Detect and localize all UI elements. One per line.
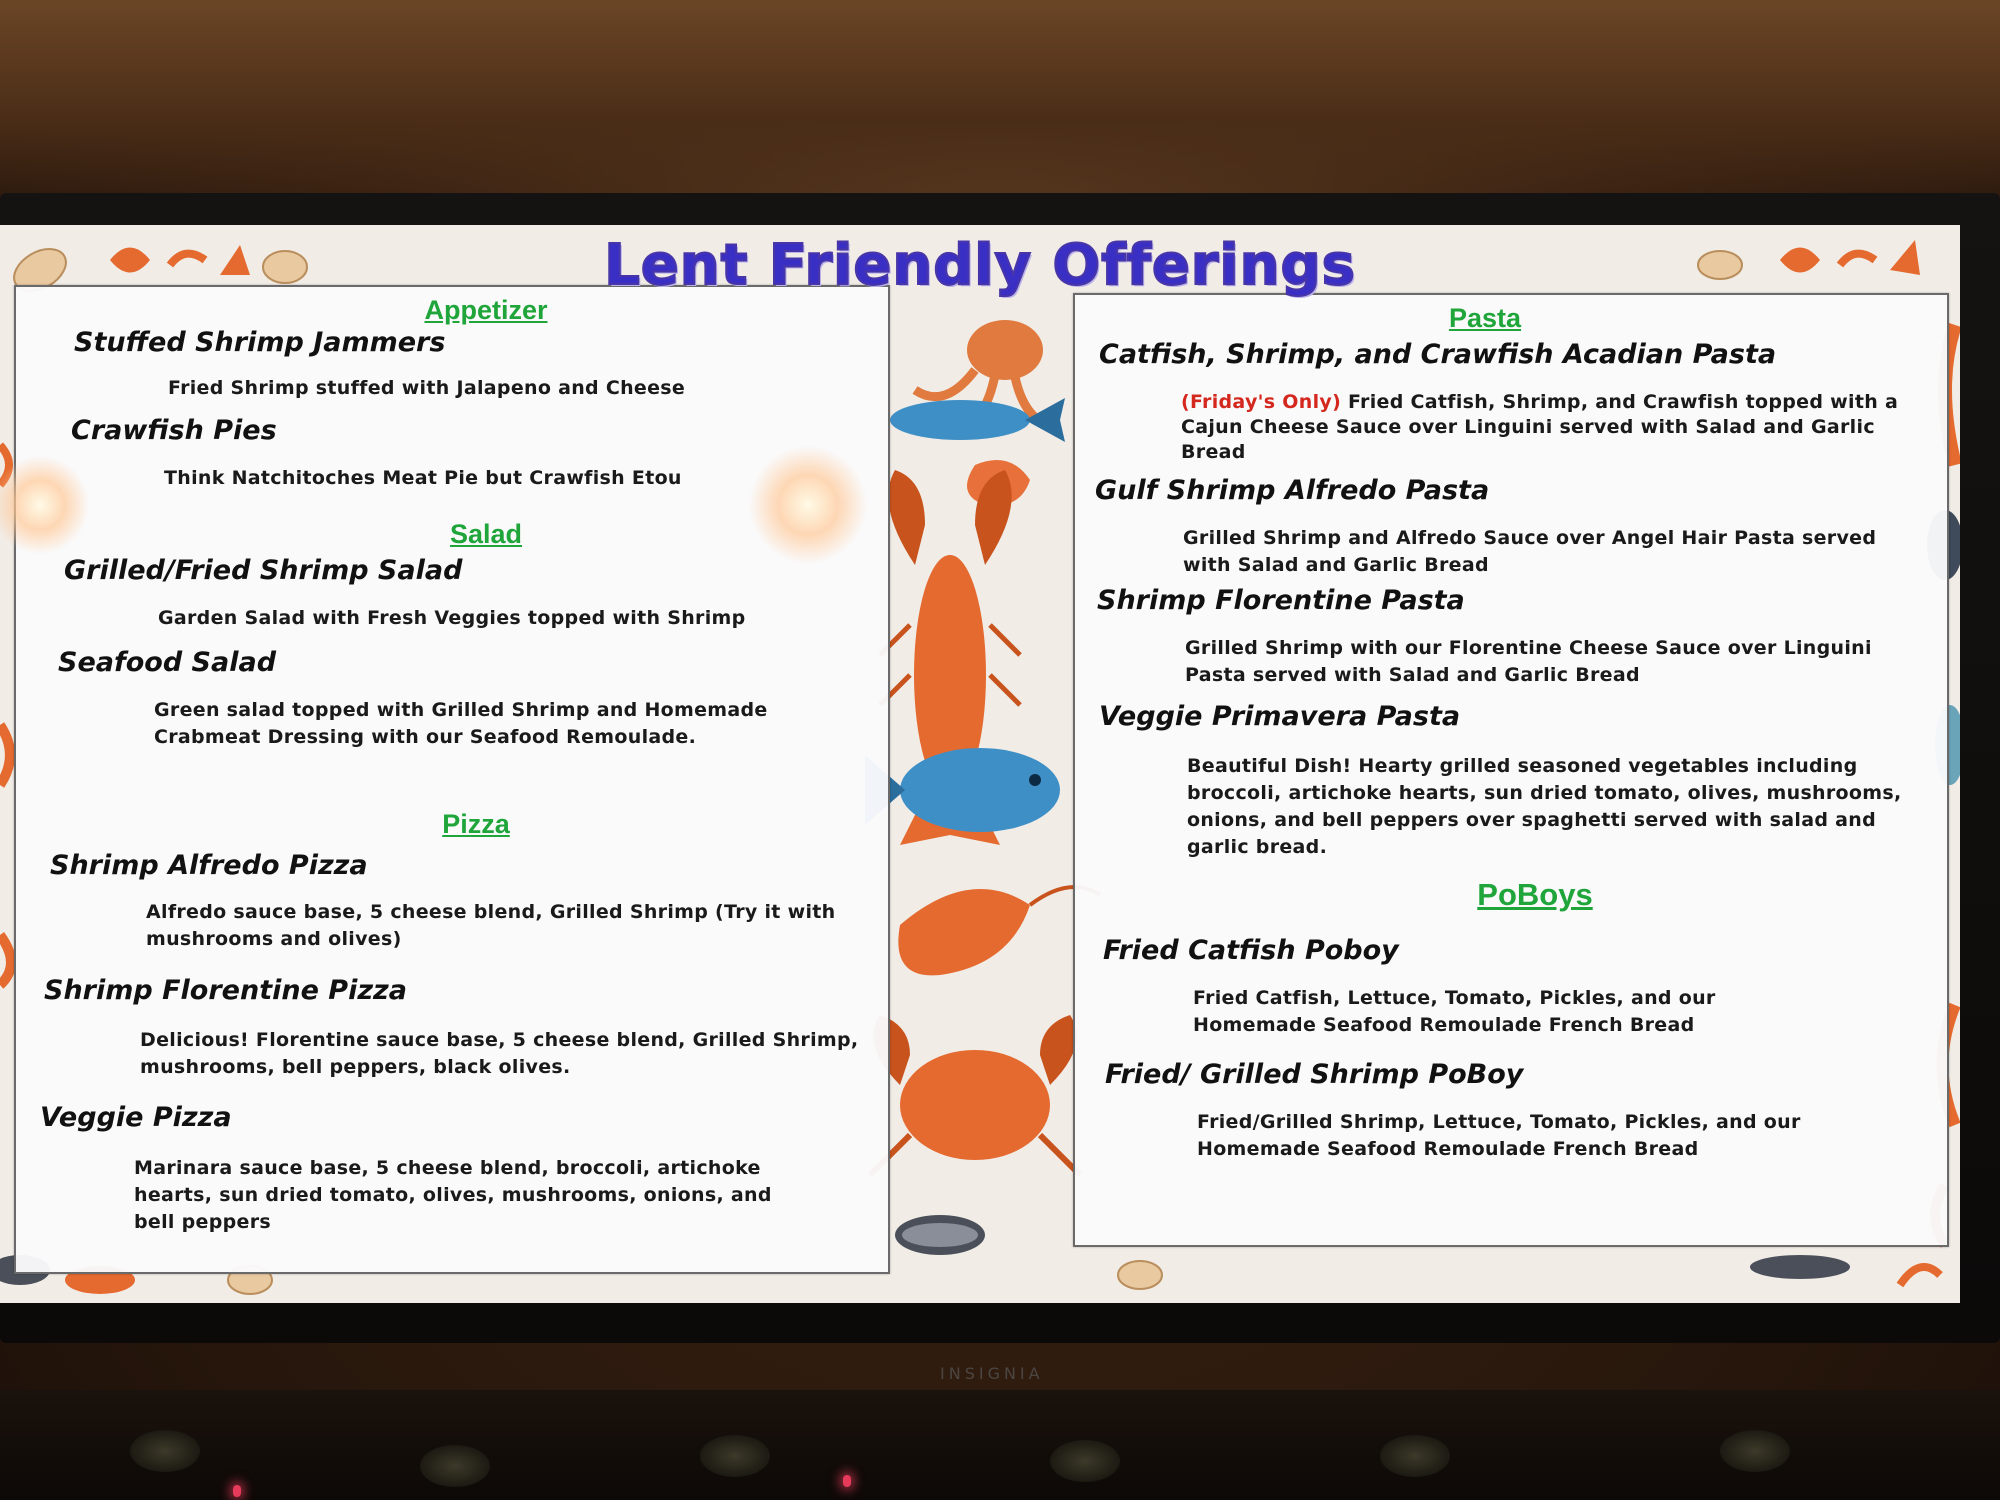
item-name-fried-catfish-poboy: Fried Catfish Poboy xyxy=(1103,935,1399,966)
garland-pine xyxy=(1720,1430,1790,1472)
item-name-gulf-shrimp-alfredo-pasta: Gulf Shrimp Alfredo Pasta xyxy=(1095,475,1490,506)
section-heading-appetizer: Appetizer xyxy=(424,295,548,325)
item-name-veggie-pizza: Veggie Pizza xyxy=(40,1102,232,1133)
item-desc-stuffed-shrimp-jammers: Fried Shrimp stuffed with Jalapeno and Cheese xyxy=(168,377,686,399)
section-heading-pasta: Pasta xyxy=(1448,303,1522,333)
top-right-shells xyxy=(1698,240,1920,279)
section-heading-poboys: PoBoys xyxy=(1477,877,1593,912)
item-desc-fried-catfish-poboy: Fried Catfish, Lettuce, Tomato, Pickles, and our Homemade Seafood Remoulade French Bread xyxy=(1193,987,1716,1036)
item-desc-veggie-primavera-pasta: Beautiful Dish! Hearty grilled seasoned vegetables including broccoli, artichoke hearts, sun dried tomato, olives, mushrooms, onions, and bell peppers over spaghetti served with salad and garlic bread. xyxy=(1187,755,1902,858)
item-name-acadian-pasta: Catfish, Shrimp, and Crawfish Acadian Pasta xyxy=(1099,339,1777,370)
item-desc-gulf-shrimp-alfredo-pasta: Grilled Shrimp and Alfredo Sauce over Angel Hair Pasta served with Salad and Garlic Bread xyxy=(1183,527,1877,576)
item-desc-veggie-pizza: Marinara sauce base, 5 cheese blend, broccoli, artichoke hearts, sun dried tomato, olives, mushrooms, onions, and bell peppers xyxy=(134,1157,772,1233)
item-name-shrimp-florentine-pizza: Shrimp Florentine Pizza xyxy=(44,975,407,1006)
item-desc-seafood-salad: Green salad topped with Grilled Shrimp and Homemade Crabmeat Dressing with our Seafood Remoulade. xyxy=(154,699,768,748)
pine-garland xyxy=(0,1390,2000,1500)
item-name-stuffed-shrimp-jammers: Stuffed Shrimp Jammers xyxy=(74,327,446,358)
item-desc-shrimp-florentine-pasta: Grilled Shrimp with our Florentine Cheese Sauce over Linguini Pasta served with Salad and Garlic Bread xyxy=(1185,637,1872,686)
friday-only-note: (Friday's Only) xyxy=(1181,391,1342,413)
item-name-fried-grilled-shrimp-poboy: Fried/ Grilled Shrimp PoBoy xyxy=(1105,1059,1524,1090)
center-fish-top xyxy=(890,398,1065,442)
center-crab xyxy=(870,1015,1080,1175)
garland-pine xyxy=(130,1430,200,1472)
item-name-seafood-salad: Seafood Salad xyxy=(58,647,277,678)
center-prawn xyxy=(898,887,1100,975)
tv-brand-logo: INSIGNIA xyxy=(940,1364,1044,1383)
acadian-pasta-description: Fried Catfish, Shrimp, and Crawfish topped with a Cajun Cheese Sauce over Linguini served with Salad and Garlic Bread xyxy=(1181,391,1899,463)
item-name-grilled-fried-shrimp-salad: Grilled/Fried Shrimp Salad xyxy=(64,555,463,586)
item-name-shrimp-florentine-pasta: Shrimp Florentine Pasta xyxy=(1097,585,1465,616)
center-fish-blue xyxy=(865,748,1060,832)
garland-pine xyxy=(700,1435,770,1477)
page-title: Lent Friendly Offerings xyxy=(604,233,1356,298)
garland-bulb xyxy=(233,1485,241,1497)
garland-bulb xyxy=(843,1475,851,1487)
garland-pine xyxy=(1050,1440,1120,1482)
item-desc-shrimp-alfredo-pizza: Alfredo sauce base, 5 cheese blend, Grilled Shrimp (Try it with mushrooms and olives) xyxy=(146,901,836,950)
center-mussel xyxy=(895,1215,985,1255)
garland-pine xyxy=(420,1445,490,1487)
item-desc-grilled-fried-shrimp-salad: Garden Salad with Fresh Veggies topped with Shrimp xyxy=(158,607,746,629)
item-desc-acadian-pasta xyxy=(1181,390,1901,465)
item-desc-crawfish-pies: Think Natchitoches Meat Pie but Crawfish Etou xyxy=(164,467,682,489)
item-name-veggie-primavera-pasta: Veggie Primavera Pasta xyxy=(1099,701,1461,732)
wall-background xyxy=(0,0,2000,200)
item-desc-fried-grilled-shrimp-poboy: Fried/Grilled Shrimp, Lettuce, Tomato, Pickles, and our Homemade Seafood Remoulade French Bread xyxy=(1197,1111,1801,1160)
item-name-crawfish-pies: Crawfish Pies xyxy=(71,415,277,446)
section-heading-salad: Salad xyxy=(449,519,523,549)
left-menu-panel xyxy=(14,285,890,1274)
right-menu-panel xyxy=(1073,293,1949,1247)
section-heading-pizza: Pizza xyxy=(442,809,510,839)
menu-screen xyxy=(0,225,1960,1303)
item-desc-shrimp-florentine-pizza: Delicious! Florentine sauce base, 5 cheese blend, Grilled Shrimp, mushrooms, bell peppers, black olives. xyxy=(140,1029,859,1078)
item-name-shrimp-alfredo-pizza: Shrimp Alfredo Pizza xyxy=(50,850,368,881)
garland-pine xyxy=(1380,1435,1450,1477)
